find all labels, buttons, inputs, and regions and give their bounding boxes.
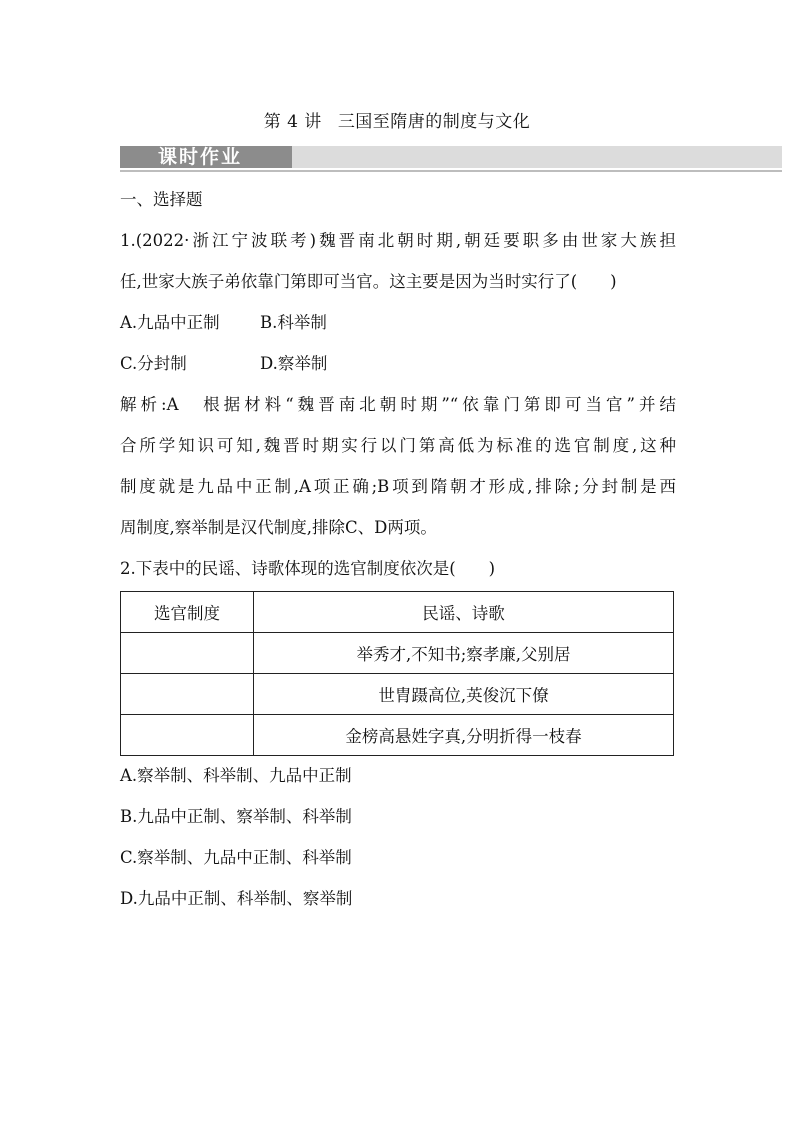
table-cell-system (121, 715, 254, 756)
lecture-number: 第 4 讲 (263, 112, 322, 132)
question-2 (120, 555, 676, 926)
question-1-analysis-line-2: 合所学知识可知,魏晋时期实行以门第高低为标准的选官制度,这种 (120, 436, 676, 455)
question-2-option-d: D.九品中正制、科举制、察举制 (120, 889, 353, 908)
question-2-option-c: C.察举制、九品中正制、科举制 (120, 848, 352, 867)
table-header-system: 选官制度 (121, 592, 254, 633)
question-1-options-row-2 (120, 350, 676, 391)
section-banner (120, 146, 782, 168)
section-heading: 一、选择题 (120, 190, 203, 209)
page-title (0, 107, 794, 132)
table-row (121, 633, 674, 674)
question-1-analysis-line-1: 解析:A 根据材料“魏晋南北朝时期”“依靠门第即可当官”并结 (120, 395, 676, 414)
question-1-options-row-1 (120, 309, 676, 350)
question-1-option-c: C.分封制 (120, 354, 187, 373)
table-row (121, 715, 674, 756)
banner-label: 课时作业 (158, 146, 243, 168)
selection-system-table (120, 591, 674, 756)
table-cell-system (121, 674, 254, 715)
table-cell-poem: 举秀才,不知书;察孝廉,父别居 (254, 633, 674, 674)
question-1-option-a: A.九品中正制 (120, 313, 220, 332)
question-1-stem-line-2: 任,世家大族子弟依靠门第即可当官。这主要是因为当时实行了( ) (120, 272, 617, 291)
lecture-topic: 三国至隋唐的制度与文化 (337, 112, 531, 132)
question-1-option-b: B.科举制 (260, 313, 327, 332)
table-cell-poem: 金榜高悬姓字真,分明折得一枝春 (254, 715, 674, 756)
question-1-analysis-line-3: 制度就是九品中正制,A项正确;B项到隋朝才形成,排除;分封制是西 (120, 477, 676, 496)
question-1-option-d: D.察举制 (260, 354, 328, 373)
table-header-poem: 民谣、诗歌 (254, 592, 674, 633)
table-row (121, 674, 674, 715)
table-header-row (121, 592, 674, 633)
question-1-analysis-line-4: 周制度,察举制是汉代制度,排除C、D两项。 (120, 518, 437, 537)
worksheet-content (120, 186, 676, 926)
question-1 (120, 227, 676, 555)
table-cell-poem: 世胄蹑高位,英俊沉下僚 (254, 674, 674, 715)
question-2-option-a: A.察举制、科举制、九品中正制 (120, 766, 352, 785)
banner-rule (120, 170, 782, 172)
table-cell-system (121, 633, 254, 674)
question-2-stem: 2.下表中的民谣、诗歌体现的选官制度依次是( ) (120, 559, 496, 578)
question-2-option-b: B.九品中正制、察举制、科举制 (120, 807, 352, 826)
question-1-stem-line-1: 1.(2022·浙江宁波联考)魏晋南北朝时期,朝廷要职多由世家大族担 (120, 231, 676, 250)
